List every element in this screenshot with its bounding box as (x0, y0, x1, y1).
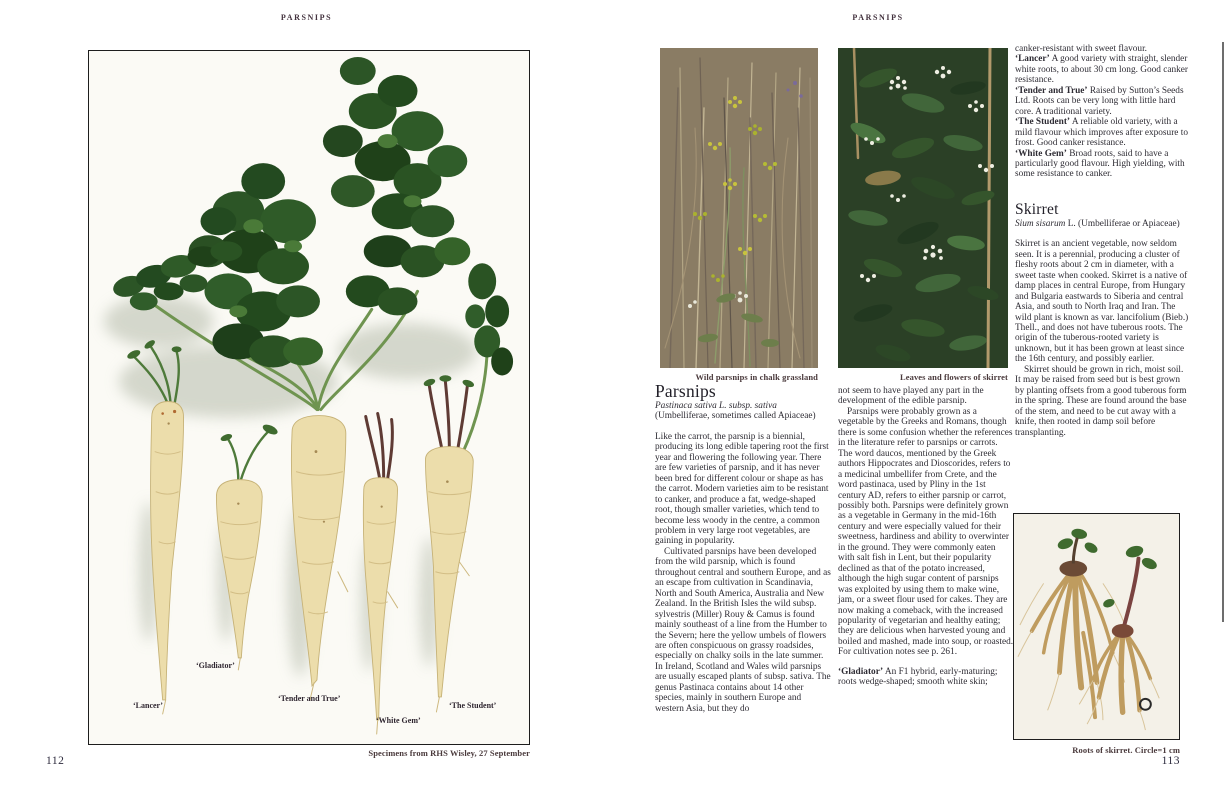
skirret-latin-roman: L. (Umbelliferae or Apiaceae) (1067, 218, 1180, 229)
skirret-para1: Skirret is an ancient vegetable, now seldom seen. It is a perennial, producing a cluster of fleshy roots about 2 cm in diameter, with a sweet taste when cooked. Skirret is a native of damp places in central Europe, from Hungary and Bulgaria eastwards to Siberia and central Asia, and south to North Iraq and Iran. The wild plant is known as var. lancifolium (Bieb.) Thell., and does not have tuberous roots. The origin of the tuberous-rooted variety is unknown, but it has been grown at least since the 16th century, and possibly earlier. (1015, 239, 1189, 365)
cultivar-lancer-text: A good variety with straight, slender white roots, to about 30 cm long. Good canker resistance. (1015, 54, 1188, 86)
cultivar-white-gem (1015, 149, 1191, 180)
skirret-plant-photo (838, 48, 1008, 368)
right-running-head: PARSNIPS (852, 13, 904, 22)
cultivar-gladiator-continued: canker-resistant with sweet flavour. (1015, 44, 1147, 54)
specimen-label-white-gem: ‘White Gem’ (376, 716, 421, 725)
skirret-roots-illustration (1014, 514, 1179, 739)
parsnips-column-1 (655, 382, 831, 714)
specimen-label-lancer: ‘Lancer’ (133, 701, 163, 710)
parsnips-heading: Parsnips (655, 381, 716, 401)
specimen-label-tender-and-true: ‘Tender and True’ (278, 694, 341, 703)
right-page (613, 0, 1226, 790)
parsnip-specimens-photo (88, 50, 530, 745)
skirret-latin-italic: Sium sisarum (1015, 218, 1066, 229)
cultivar-lancer-name: ‘Lancer’ (1015, 54, 1050, 65)
specimen-label-the-student: ‘The Student’ (449, 701, 497, 710)
specimens-photo-caption: Specimens from RHS Wisley, 27 September (368, 748, 530, 758)
wild-parsnips-caption: Wild parsnips in chalk grassland (695, 372, 818, 382)
skirret-para2: Skirret should be grown in rich, moist soil. It may be raised from seed but is best grown by planting offsets from a good tuberous form in the spring. These are found around the base of the stem, and need to be cut away with a knife, then rooted in damp soil before transplanting. (1015, 364, 1187, 438)
cultivar-lancer (1015, 54, 1191, 85)
parsnips-para1: Like the carrot, the parsnip is a biennial, producing its long edible tapering root the first year and flowering the following year. There are few varieties of parsnip, and it has never been bred for different colour or shape as has the carrot. Modern varieties aim to be resistant to canker, and produce a fat, wedge-shaped root, though smaller varieties, which tend to become less woody in the centre, a common problem in very large root vegetables, are gaining in popularity. (655, 431, 829, 547)
page-edge-shadow (1222, 42, 1224, 622)
parsnips-para4: Parsnips were probably grown as a vegetable by the Greeks and Romans, though there is some confusion whether the references in the literature refer to parsnips or carrots. The word daucos, mentioned by the Greek authors Hippocrates and Dioscorides, refers to a medicinal umbellifer from Crete, and the word pastinaca, used by Pliny in the 1st century AD, refers to either parsnip or carrot, possibly both. Parsnips were definitely grown as a vegetable in Germany in the mid-16th century and were especially valued for their sweetness, hardiness and ability to overwinter in the ground. They were commonly eaten with salt fish in Lent, but their popularity declined as that of the potato increased, although the high sugar content of parsnips was exploited by using them to make wine, jam, or a sweet flour used for cakes. They are now making a comeback, with the increased popularity of vegetarian and healthy eating; they are delicious when harvested young and boiled and mashed, made into soup, or roasted. For cultivation notes see p. 261. (838, 406, 1014, 658)
skirret-roots-caption: Roots of skirret. Circle=1 cm (1072, 745, 1180, 755)
cultivar-the-student (1015, 117, 1191, 148)
page-number-112: 112 (46, 755, 65, 767)
skirret-heading: Skirret (1015, 200, 1059, 218)
cultivar-tender-and-true-name: ‘Tender and True’ (1015, 85, 1088, 96)
specimen-label-gladiator: ‘Gladiator’ (196, 661, 235, 670)
cultivar-tender-and-true (1015, 86, 1191, 117)
parsnips-para3: not seem to have played any part in the development of the edible parsnip. (838, 386, 984, 407)
parsnips-column-3 (1015, 44, 1191, 438)
skirret-roots-photo (1013, 513, 1180, 740)
parsnips-para2: Cultivated parsnips have been developed from the wild parsnip, which is found throughout central and southern Europe, and as an escape from cultivation in Scandinavia, North and South America, Australia and New Zealand. In the British Isles the wild subsp. sylvestris (Miller) Rouy & Camus is found mainly southeast of a line from the Humber to the Severn; here the yellow umbels of flowers are often conspicuous on grassy roadsides, especially on chalky soils in the late summer. In Ireland, Scotland and Wales wild parsnips are usually escaped plants of subsp. sativa. The genus Pastinaca contains about 14 other species, mainly in southern Europe and western Asia, but they do (655, 546, 831, 714)
page-number-113: 113 (1161, 755, 1180, 767)
left-running-head: PARSNIPS (280, 13, 333, 22)
skirret-plant-illustration (838, 48, 1008, 368)
parsnip-specimens-illustration (89, 51, 529, 744)
cultivar-white-gem-name: ‘White Gem’ (1015, 148, 1067, 159)
parsnips-column-2 (838, 386, 1014, 688)
parsnips-latin-name (655, 401, 831, 422)
cultivar-tender-and-true-text: Raised by Sutton’s Seeds Ltd. Roots can be very long with little hard core. A traditional variety. (1015, 85, 1184, 117)
skirret-plant-caption: Leaves and flowers of skirret (899, 372, 1008, 382)
cultivar-the-student-text: A reliable old variety, with a mild flavour which improves after exposure to frost. Good canker resistance. (1015, 117, 1188, 149)
cultivar-gladiator (838, 667, 1014, 688)
skirret-latin-name (1015, 219, 1191, 229)
cultivar-white-gem-text: Broad roots, said to have a particularly good flavour. High yielding, with some resistance to canker. (1015, 148, 1185, 180)
cultivar-gladiator-text: An F1 hybrid, early-maturing; roots wedge-shaped; smooth white skin; (838, 666, 998, 688)
wild-parsnips-photo (660, 48, 818, 368)
parsnips-latin-roman: (Umbelliferae, sometimes called Apiaceae) (655, 411, 816, 422)
cultivar-gladiator-name: ‘Gladiator’ (838, 666, 884, 677)
cultivar-the-student-name: ‘The Student’ (1015, 117, 1071, 128)
parsnips-latin-italic: Pastinaca sativa L. subsp. sativa (655, 401, 777, 411)
wild-parsnips-illustration (660, 48, 818, 368)
